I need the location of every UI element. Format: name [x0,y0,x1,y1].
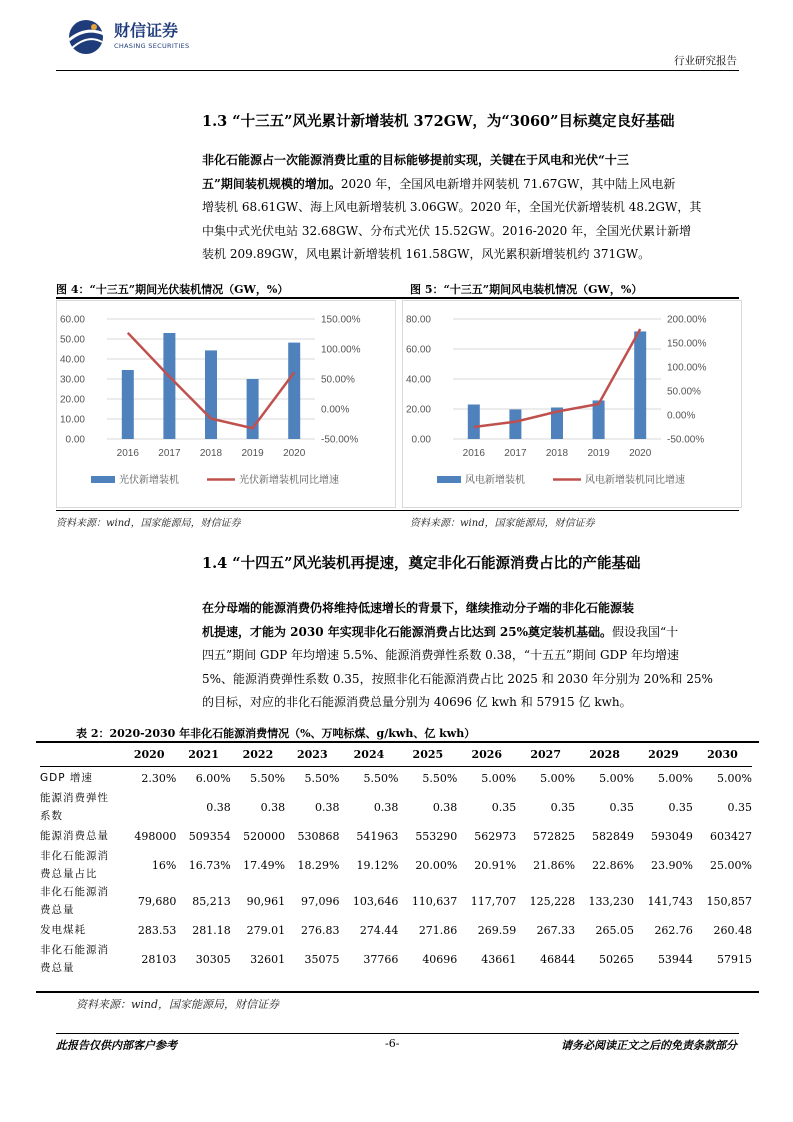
table-cell: 53944 [657,952,693,966]
table-cell: 530868 [297,829,340,843]
bar [288,343,300,439]
header-divider [56,70,739,71]
table-cell: 5.00% [540,771,576,785]
table-cell [122,789,176,825]
x-tick-label: 2016 [462,448,485,459]
table-cell: 572825 [533,829,576,843]
growth-line [474,329,640,427]
paragraph-line: 5%、能源消费弹性系数 0.35，按照非化石能源消费占比 2025 和 2030 年分别为 20%和 25% [202,671,713,686]
table-cell: 0.35 [609,800,635,814]
table-cell: 262.76 [654,923,693,937]
table-cell: 260.48 [713,923,752,937]
paragraph-line: 五”期间装机规模的增加。2020 年，全国风电新增并网装机 71.67GW，其中陆上风电新 [202,176,676,191]
table-cell: 5.00% [481,771,517,785]
table-cell: 40696 [422,952,458,966]
table-cell: 28103 [141,952,177,966]
table-cell: 110,637 [411,894,458,908]
table-cell: 125,228 [529,894,576,908]
paragraph-line: 机提速，才能为 2030 年实现非化石能源消费占比达到 25%奠定装机基础。假设我国“十 [202,624,679,639]
table-cell: 520000 [243,829,286,843]
table-cell: 17.49% [243,858,286,872]
table-cell: 541963 [356,829,399,843]
right-tick-label: 150.00% [667,338,707,350]
footer-left: 此报告仅供内部客户参考 [56,1039,177,1052]
right-tick-label: 100.00% [321,344,361,356]
left-tick-label: 80.00 [405,314,431,326]
bar [205,350,217,439]
left-tick-label: 60.00 [405,344,431,356]
table-cell: 283.53 [137,923,177,937]
table-cell: 0.38 [315,800,340,814]
table-cell: 265.05 [595,923,635,937]
brand-logo [66,16,196,58]
brand-name-en: CHASING SECURITIES [114,42,190,50]
row-label: 非化石能源消 费总量 [40,944,109,974]
paragraph-line: 装机 209.89GW，风电累计新增装机 161.58GW，风光累积新增装机约 371GW。 [202,247,651,261]
year-header-cell: 2026 [457,742,516,767]
table-cell: 141,743 [647,894,693,908]
year-header-cell: 2022 [231,742,285,767]
page-number: -6- [385,1037,400,1050]
x-tick-label: 2019 [587,448,610,459]
right-tick-label: 150.00% [321,314,361,326]
table-cell: 509354 [188,829,231,843]
right-tick-label: 0.00% [321,404,350,416]
year-header-cell: 2030 [693,742,752,767]
table-cell: 5.00% [717,771,752,785]
table-row [40,919,752,941]
table-cell: 20.91% [474,858,517,872]
x-tick-label: 2018 [545,448,569,459]
table-row [40,847,752,883]
left-tick-label: 0.00 [411,434,431,446]
figure-4-chart [56,300,396,508]
table-cell: 43661 [481,952,517,966]
right-tick-label: 50.00% [667,386,701,398]
brand-name-cn: 财信证券 [114,21,179,40]
table-cell: 25.00% [710,858,752,872]
table-row [40,789,752,825]
table-cell: 593049 [650,829,693,843]
right-tick-label: 50.00% [321,374,355,386]
table-cell: 0.38 [432,800,458,814]
table-cell: 562973 [474,829,517,843]
row-label: GDP 增速 [40,772,93,784]
paragraph-line: 非化石能源占一次能源消费比重的目标能够提前实现，关键在于风电和光伏“十三 [202,153,629,167]
section2-paragraph [202,597,742,715]
legend-line-label: 光伏新增装机同比增速 [239,475,339,486]
section1-paragraph [202,149,742,267]
bar [593,400,605,439]
table-row [40,941,752,977]
table-cell: 2.30% [141,771,177,785]
row-label: 发电煤耗 [40,924,86,936]
year-header-cell: 2021 [176,742,230,767]
row-label: 能源消费弹性 系数 [40,792,109,822]
figure-5-chart [402,300,742,508]
left-tick-label: 0.00 [65,434,85,446]
x-tick-label: 2020 [629,448,652,459]
table-cell: 46844 [540,952,576,966]
figure-4-source: 资料来源：wind，国家能源局，财信证券 [56,518,241,529]
paragraph-line: 的目标，对应的非化石能源消费总量分别为 40696 亿 kwh 和 57915 亿 kwh。 [202,695,632,709]
table-cell: 498000 [134,829,177,843]
table-2-title: 表 2：2020-2030 年非化石能源消费情况（%、万吨标煤、g/kwh、亿 kwh） [76,727,476,740]
table-cell: 5.50% [304,771,340,785]
table-cell: 582849 [592,829,635,843]
table-cell: 6.00% [195,771,231,785]
legend-bar-swatch [91,476,115,483]
table-row [40,825,752,847]
row-label: 非化石能源消 费总量占比 [40,850,109,880]
table-cell: 133,230 [588,894,635,908]
table-cell: 35075 [304,952,340,966]
row-label: 非化石能源消 费总量 [40,886,109,916]
table-cell: 16.73% [188,858,231,872]
bar [634,331,646,439]
table-cell: 5.50% [250,771,286,785]
right-tick-label: 200.00% [667,314,707,326]
right-tick-label: -50.00% [321,434,359,446]
chasing-securities-logo-icon [66,16,106,56]
left-tick-label: 10.00 [59,414,85,426]
year-header-cell: 2024 [340,742,399,767]
table-cell: 0.35 [550,800,576,814]
table-cell: 16% [151,858,177,872]
right-tick-label: 100.00% [667,362,707,374]
table-cell: 57915 [717,952,752,966]
table-cell: 117,707 [470,894,517,908]
section-heading-1-4: 1.4 “十四五”风光装机再提速，奠定非化石能源消费占比的产能基础 [202,555,641,572]
table-cell: 32601 [250,952,286,966]
year-header-cell: 2025 [398,742,457,767]
table-cell: 0.35 [727,800,752,814]
table-row [40,883,752,919]
bar [468,405,480,440]
table-cell: 0.38 [206,800,231,814]
paragraph-line: 中集中式光伏电站 32.68GW、分布式光伏 15.52GW。2016-2020 年，全国光伏累计新增 [202,223,692,238]
bar [163,333,175,439]
table-cell: 21.86% [533,858,576,872]
table-cell: 103,646 [352,894,399,908]
table-cell: 281.18 [192,923,231,937]
table-cell: 97,096 [301,894,340,908]
x-tick-label: 2018 [199,448,223,459]
table-cell: 90,961 [246,894,286,908]
table-cell: 0.38 [373,800,399,814]
table-cell: 279.01 [246,923,286,937]
paragraph-line: 四五”期间 GDP 年均增速 5.5%、能源消费弹性系数 0.38，“十五五”期间 GDP 年均增速 [202,648,680,662]
bar [122,370,134,439]
left-tick-label: 20.00 [405,404,431,416]
table-cell: 79,680 [137,894,177,908]
right-tick-label: -50.00% [667,434,705,446]
table-cell: 23.90% [650,858,693,872]
paragraph-line: 增装机 68.61GW、海上风电新增装机 3.06GW。2020 年，全国光伏新增装机 48.2GW，其 [202,200,702,214]
figures-top-rule [56,297,739,299]
footer-right: 请务必阅读正文之后的免责条款部分 [561,1039,737,1052]
table-cell: 0.35 [668,800,693,814]
legend-bar-swatch [437,476,461,483]
right-tick-label: 0.00% [667,410,696,422]
year-header-cell: 2020 [122,742,176,767]
table-cell: 5.50% [363,771,399,785]
x-tick-label: 2020 [283,448,306,459]
table-cell: 85,213 [192,894,231,908]
table-cell: 19.12% [356,858,399,872]
table-cell: 150,857 [706,894,752,908]
figure-5-title: 图 5：“十三五”期间风电装机情况（GW，%） [410,283,643,296]
table-cell: 18.29% [297,858,340,872]
left-tick-label: 50.00 [59,334,85,346]
table-cell: 276.83 [301,923,340,937]
legend-bar-label: 风电新增装机 [465,475,525,486]
table-header-row [40,742,752,767]
section-heading-1-3: 1.3 “十三五”风光累计新增装机 372GW，为“3060”目标奠定良好基础 [202,113,675,130]
wind-chart-svg [403,301,741,507]
figure-4-title: 图 4：“十三五”期间光伏装机情况（GW，%） [56,283,289,296]
energy-table [40,742,752,977]
x-tick-label: 2019 [241,448,264,459]
left-tick-label: 20.00 [59,394,85,406]
bar [509,409,521,439]
table-bottom-rule [36,991,759,993]
figure-5-source: 资料来源：wind，国家能源局，财信证券 [410,518,595,529]
left-tick-label: 40.00 [405,374,431,386]
x-tick-label: 2017 [158,448,181,459]
table-cell: 553290 [415,829,458,843]
year-header-cell: 2027 [516,742,575,767]
year-header-cell: 2029 [634,742,693,767]
table-cell: 22.86% [592,858,635,872]
table-cell: 0.38 [260,800,286,814]
table-cell: 5.00% [599,771,635,785]
table-cell: 30305 [195,952,231,966]
table-cell: 274.44 [359,923,399,937]
legend-bar-label: 光伏新增装机 [119,475,179,486]
table-cell: 269.59 [477,923,517,937]
table-cell: 603427 [710,829,752,843]
table-cell: 5.00% [657,771,693,785]
paragraph-line: 在分母端的能源消费仍将维持低速增长的背景下，继续推动分子端的非化石能源装 [202,601,635,615]
report-type: 行业研究报告 [674,55,737,67]
left-tick-label: 40.00 [59,354,85,366]
year-header-cell: 2028 [575,742,634,767]
table-cell: 0.35 [491,800,517,814]
figures-bottom-rule [56,510,739,511]
row-label: 能源消费总量 [40,830,109,842]
table-cell: 50265 [599,952,635,966]
table-cell: 20.00% [415,858,458,872]
left-tick-label: 60.00 [59,314,85,326]
table-cell: 37766 [363,952,399,966]
year-header-cell: 2023 [285,742,339,767]
table-source: 资料来源：wind，国家能源局，财信证券 [76,998,280,1011]
table-cell: 271.86 [418,923,458,937]
x-tick-label: 2016 [116,448,139,459]
x-tick-label: 2017 [504,448,527,459]
header-cell [40,742,122,767]
table-cell: 267.33 [536,923,576,937]
left-tick-label: 30.00 [59,374,85,386]
bar [247,379,259,439]
solar-chart-svg [57,301,395,507]
table-cell: 5.50% [422,771,458,785]
table-row [40,767,752,790]
legend-line-label: 风电新增装机同比增速 [585,475,685,486]
footer-divider [56,1033,739,1034]
